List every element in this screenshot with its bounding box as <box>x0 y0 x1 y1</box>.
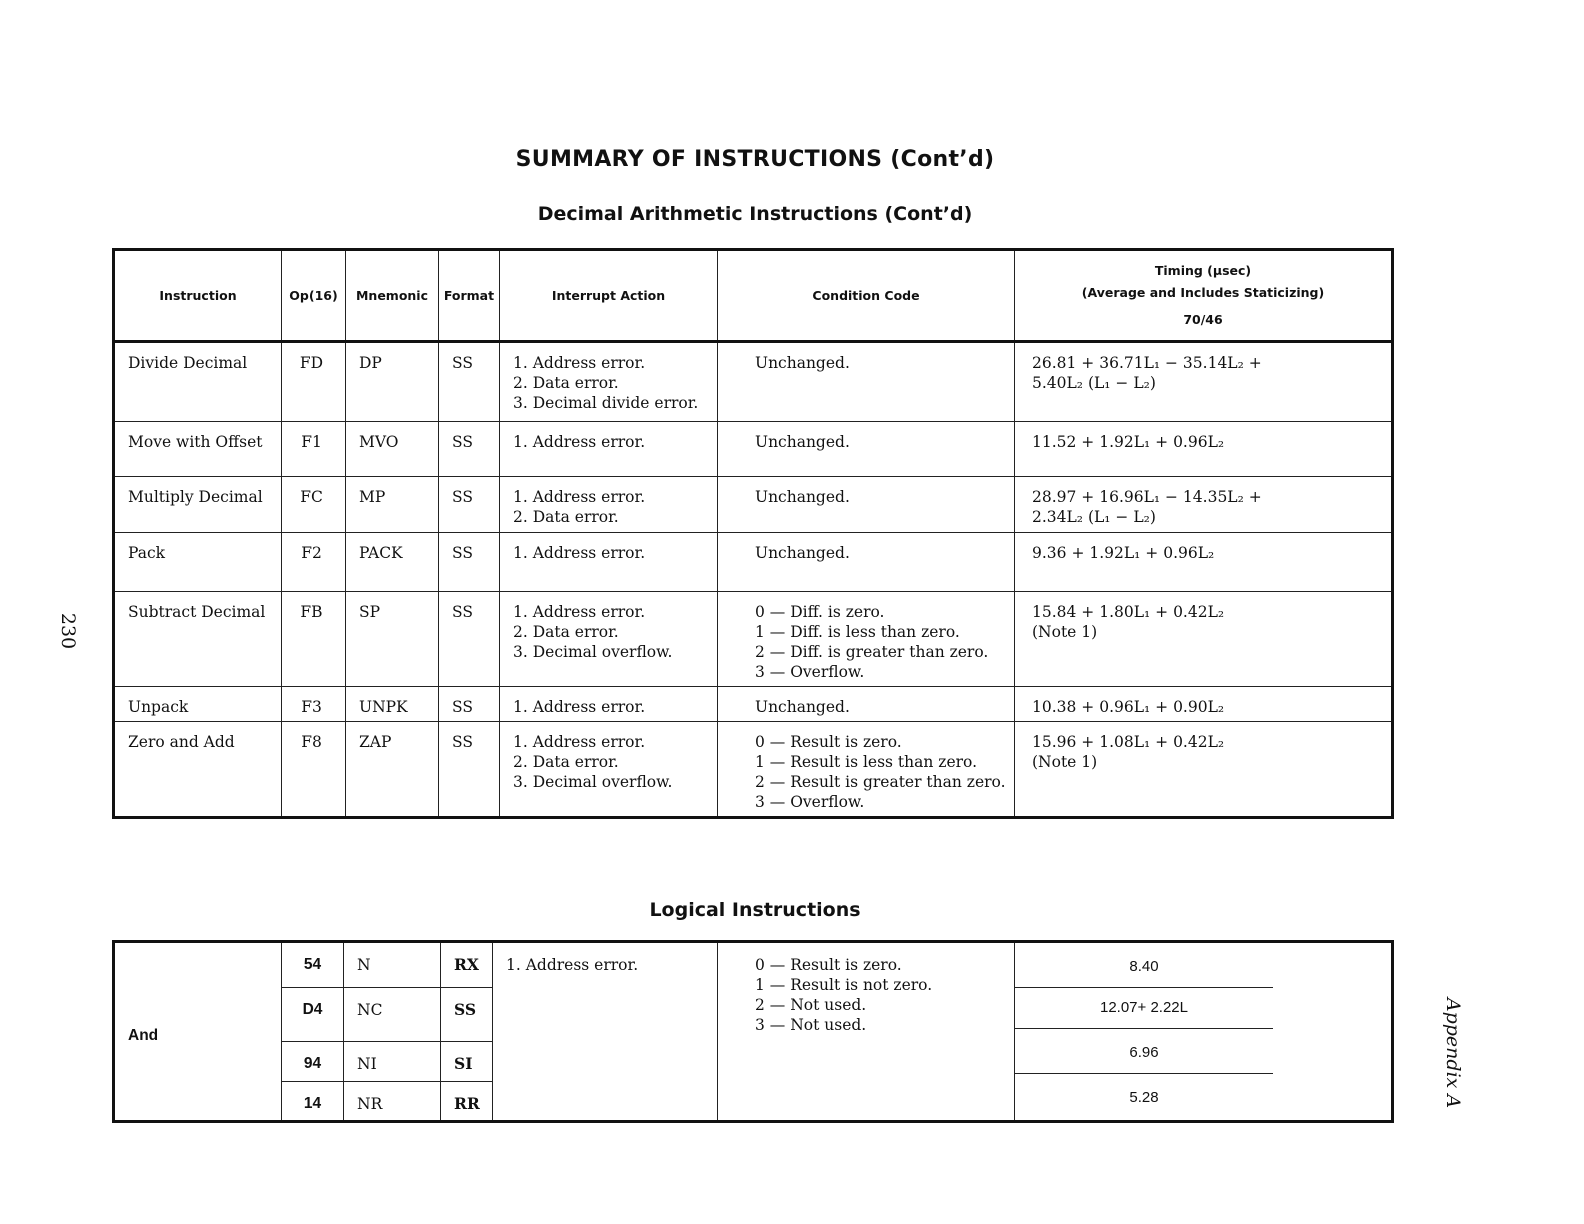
condition-code <box>718 342 1015 422</box>
format: SS <box>439 422 500 477</box>
mnemonic: PACK <box>346 533 439 592</box>
condition-code-line: 1 — Result is less than zero. <box>755 753 978 771</box>
interrupt-action-line: 2. Data error. <box>513 623 619 641</box>
timing-line: (Note 1) <box>1032 623 1098 641</box>
condition-code-line: Unchanged. <box>755 544 850 562</box>
condition-code <box>718 687 1015 722</box>
interrupt-action-line: 1. Address error. <box>513 433 646 451</box>
timing <box>1015 942 1393 1122</box>
format: RX <box>441 942 493 988</box>
timing-line: 28.97 + 16.96L₁ − 14.35L₂ + <box>1032 488 1262 506</box>
condition-code-line: 3 — Overflow. <box>755 663 865 681</box>
table-row <box>114 942 1393 988</box>
mnemonic: SP <box>346 592 439 687</box>
timing-line: 15.84 + 1.80L₁ + 0.42L₂ <box>1032 603 1225 621</box>
timing-line: 2.34L₂ (L₁ − L₂) <box>1032 508 1156 526</box>
mnemonic: MVO <box>346 422 439 477</box>
appendix-label: Appendix A <box>1442 997 1465 1109</box>
interrupt-action <box>500 533 718 592</box>
interrupt-action-line: 1. Address error. <box>513 544 646 562</box>
interrupt-action <box>500 592 718 687</box>
op-code: 94 <box>282 1042 344 1082</box>
header-instruction: Instruction <box>114 250 282 342</box>
table-row <box>114 722 1393 818</box>
header-interrupt: Interrupt Action <box>500 250 718 342</box>
timing-line: (Note 1) <box>1032 753 1098 771</box>
op-code: F8 <box>282 722 346 818</box>
op-code: F2 <box>282 533 346 592</box>
interrupt-action <box>500 687 718 722</box>
table-row <box>114 687 1393 722</box>
interrupt-action-line: 2. Data error. <box>513 753 619 771</box>
interrupt-action-line: 2. Data error. <box>513 508 619 526</box>
mnemonic: N <box>344 942 441 988</box>
timing-value: 12.07+ 2.22L <box>1015 988 1273 1029</box>
header-timing-line1: Timing (μsec) <box>1154 263 1252 278</box>
timing-line: 5.40L₂ (L₁ − L₂) <box>1032 374 1156 392</box>
op-code: FC <box>282 477 346 533</box>
timing <box>1015 477 1393 533</box>
condition-code-line: 0 — Result is zero. <box>755 733 902 751</box>
condition-code-line: 2 — Not used. <box>755 996 867 1014</box>
condition-code-line: 1 — Diff. is less than zero. <box>755 623 960 641</box>
timing-value: 5.28 <box>1129 1089 1159 1106</box>
interrupt-action-line: 1. Address error. <box>513 603 646 621</box>
instruction-name: And <box>114 942 282 1122</box>
format: SS <box>439 722 500 818</box>
header-op: Op(16) <box>282 250 346 342</box>
header-mnemonic: Mnemonic <box>346 250 439 342</box>
interrupt-action-line: 1. Address error. <box>506 956 639 974</box>
format: SS <box>441 988 493 1042</box>
condition-code-line: 2 — Diff. is greater than zero. <box>755 643 989 661</box>
timing-line: 10.38 + 0.96L₁ + 0.90L₂ <box>1032 698 1225 716</box>
op-code: F3 <box>282 687 346 722</box>
instruction-name: Subtract Decimal <box>114 592 282 687</box>
condition-code-line: 3 — Overflow. <box>755 793 865 811</box>
table-row <box>114 477 1393 533</box>
condition-code-line: Unchanged. <box>755 433 850 451</box>
instruction-name: Zero and Add <box>114 722 282 818</box>
timing <box>1015 533 1393 592</box>
header-condition: Condition Code <box>718 250 1015 342</box>
decimal-instructions-table <box>112 248 1394 819</box>
interrupt-action-line: 3. Decimal overflow. <box>513 643 673 661</box>
interrupt-action-line: 1. Address error. <box>513 488 646 506</box>
op-code: F1 <box>282 422 346 477</box>
interrupt-action <box>493 942 718 1122</box>
condition-code <box>718 942 1015 1122</box>
timing-value: 8.40 <box>1015 943 1273 988</box>
interrupt-action-line: 2. Data error. <box>513 374 619 392</box>
table-row <box>114 533 1393 592</box>
page-number: 230 <box>57 612 80 650</box>
instruction-name: Unpack <box>114 687 282 722</box>
mnemonic: DP <box>346 342 439 422</box>
format: SS <box>439 687 500 722</box>
format: SS <box>439 533 500 592</box>
timing <box>1015 722 1393 818</box>
instruction-name: Multiply Decimal <box>114 477 282 533</box>
condition-code <box>718 422 1015 477</box>
condition-code-line: 0 — Result is zero. <box>755 956 902 974</box>
interrupt-action <box>500 422 718 477</box>
interrupt-action-line: 3. Decimal overflow. <box>513 773 673 791</box>
logical-instructions-table <box>112 940 1394 1123</box>
header-timing <box>1015 250 1393 342</box>
header-timing-line2: (Average and Includes Staticizing) <box>1081 285 1325 300</box>
format: SS <box>439 592 500 687</box>
timing-line: 9.36 + 1.92L₁ + 0.96L₂ <box>1032 544 1215 562</box>
condition-code-line: Unchanged. <box>755 354 850 372</box>
interrupt-action-line: 1. Address error. <box>513 733 646 751</box>
condition-code <box>718 477 1015 533</box>
header-format: Format <box>439 250 500 342</box>
mnemonic: ZAP <box>346 722 439 818</box>
mnemonic: NI <box>344 1042 441 1082</box>
timing <box>1015 592 1393 687</box>
condition-code-line: 0 — Diff. is zero. <box>755 603 885 621</box>
condition-code <box>718 533 1015 592</box>
mnemonic: MP <box>346 477 439 533</box>
header-timing-line3: 70/46 <box>1183 312 1223 327</box>
mnemonic: UNPK <box>346 687 439 722</box>
format: SI <box>441 1042 493 1082</box>
mnemonic: NC <box>344 988 441 1042</box>
format: SS <box>439 342 500 422</box>
timing-line: 11.52 + 1.92L₁ + 0.96L₂ <box>1032 433 1225 451</box>
table-row <box>114 342 1393 422</box>
op-code: 14 <box>282 1082 344 1122</box>
op-code: D4 <box>282 988 344 1042</box>
timing <box>1015 422 1393 477</box>
timing <box>1015 342 1393 422</box>
op-code: FD <box>282 342 346 422</box>
interrupt-action-line: 1. Address error. <box>513 698 646 716</box>
interrupt-action <box>500 722 718 818</box>
section-title-logical: Logical Instructions <box>649 899 861 921</box>
condition-code <box>718 722 1015 818</box>
condition-code-line: 1 — Result is not zero. <box>755 976 933 994</box>
format: SS <box>439 477 500 533</box>
condition-code-line: Unchanged. <box>755 488 850 506</box>
condition-code-line: 3 — Not used. <box>755 1016 867 1034</box>
timing-line: 15.96 + 1.08L₁ + 0.42L₂ <box>1032 733 1225 751</box>
table-row <box>114 592 1393 687</box>
condition-code-line: 2 — Result is greater than zero. <box>755 773 1006 791</box>
interrupt-action <box>500 477 718 533</box>
op-code: FB <box>282 592 346 687</box>
interrupt-action-line: 1. Address error. <box>513 354 646 372</box>
timing <box>1015 687 1393 722</box>
header-row <box>114 250 1393 342</box>
condition-code-line: Unchanged. <box>755 698 850 716</box>
condition-code <box>718 592 1015 687</box>
table-row <box>114 422 1393 477</box>
format: RR <box>441 1082 493 1122</box>
instruction-name: Move with Offset <box>114 422 282 477</box>
interrupt-action-line: 3. Decimal divide error. <box>513 394 699 412</box>
timing-line: 26.81 + 36.71L₁ − 35.14L₂ + <box>1032 354 1262 372</box>
section-title-decimal: Decimal Arithmetic Instructions (Cont’d) <box>537 203 973 225</box>
mnemonic: NR <box>344 1082 441 1122</box>
op-code: 54 <box>282 942 344 988</box>
instruction-name: Divide Decimal <box>114 342 282 422</box>
page-title: SUMMARY OF INSTRUCTIONS (Cont’d) <box>515 147 995 172</box>
timing-value: 6.96 <box>1015 1029 1273 1074</box>
interrupt-action <box>500 342 718 422</box>
instruction-name: Pack <box>114 533 282 592</box>
